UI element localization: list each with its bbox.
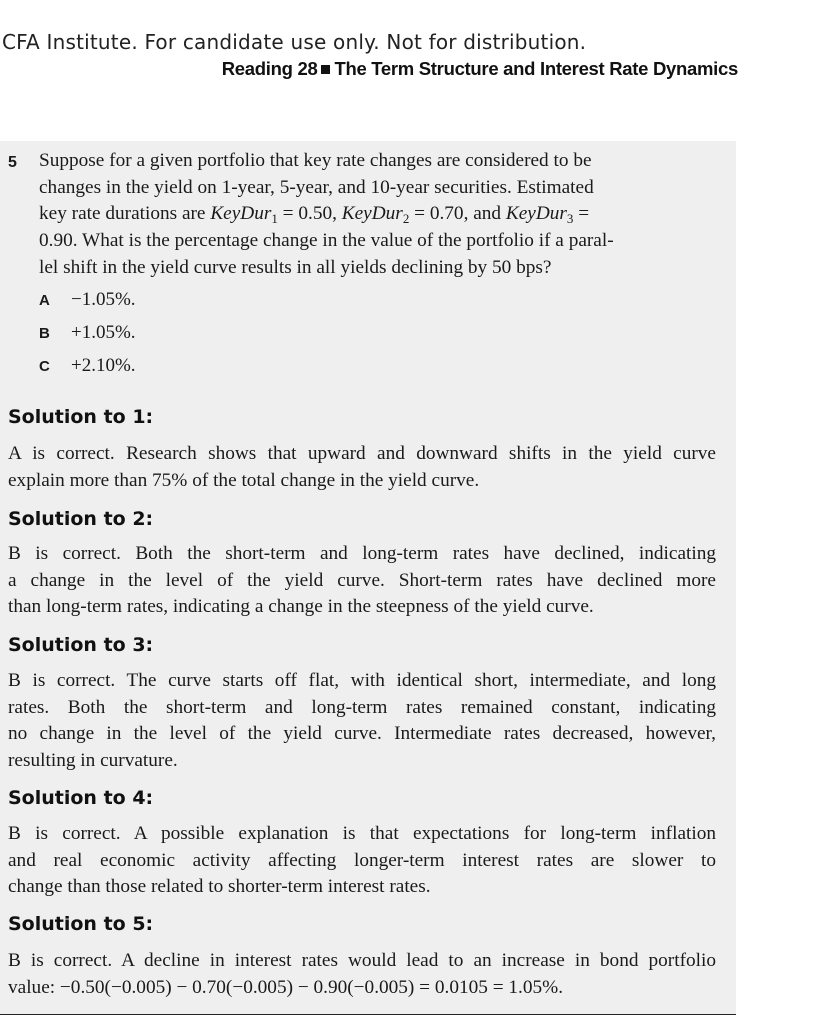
question-line: 0.90. What is the percentage change in the value of the portfolio if a paral- bbox=[39, 230, 614, 252]
question-line-durations bbox=[39, 201, 715, 228]
solution-line: resulting in curvature. bbox=[8, 750, 178, 772]
solution-line: B is correct. Both the short-term and long-term rates have declined, indicating bbox=[8, 543, 716, 564]
solution-line: no change in the level of the yield curve. Intermediate rates decreased, however, bbox=[8, 723, 716, 745]
reading-title: The Term Structure and Interest Rate Dynamics bbox=[334, 58, 738, 79]
keydur-3-value: = bbox=[573, 203, 590, 225]
subscript-2: 2 bbox=[402, 211, 410, 227]
subscript-3: 3 bbox=[566, 211, 574, 227]
subscript-1: 1 bbox=[271, 211, 278, 227]
solution-2-body bbox=[8, 541, 716, 621]
question-line: changes in the yield on 1-year, 5-year, and 10-year securities. Estimated bbox=[39, 176, 594, 198]
reading-number: Reading 28 bbox=[221, 58, 318, 79]
square-separator-icon bbox=[321, 65, 330, 74]
solution-line: B is correct. A decline in interest rates would lead to an increase in bond portfolio bbox=[8, 950, 716, 971]
option-letter: B bbox=[39, 325, 50, 342]
solution-4-body bbox=[8, 821, 716, 901]
solution-line: change than those related to shorter-term interest rates. bbox=[8, 876, 431, 898]
option-text: +2.10%. bbox=[71, 355, 136, 376]
solution-1-body bbox=[8, 441, 716, 494]
solution-line: and real economic activity affecting longer-term interest rates are slower to bbox=[8, 849, 716, 871]
solution-3-body bbox=[8, 668, 716, 775]
keydur-3: KeyDur bbox=[505, 203, 567, 225]
solution-4-heading: Solution to 4: bbox=[8, 787, 154, 809]
running-head bbox=[222, 58, 738, 80]
keydur-2: KeyDur bbox=[341, 203, 403, 225]
solution-line: than long-term rates, indicating a change in the steepness of the yield curve. bbox=[8, 596, 594, 618]
solution-3-heading: Solution to 3: bbox=[8, 634, 154, 656]
solution-2-heading: Solution to 2: bbox=[8, 508, 154, 530]
question-text bbox=[39, 148, 715, 282]
solution-5-body bbox=[8, 948, 716, 1001]
solution-line: A is correct. Research shows that upward and downward shifts in the yield curve bbox=[8, 443, 716, 464]
question-line: Suppose for a given portfolio that key rate changes are considered to be bbox=[39, 150, 592, 171]
watermark: CFA Institute. For candidate use only. Not for distribution. bbox=[2, 30, 587, 54]
durations-prefix: key rate durations are bbox=[39, 203, 211, 225]
option-text: −1.05%. bbox=[71, 289, 136, 310]
solution-line: explain more than 75% of the total change in the yield curve. bbox=[8, 469, 480, 491]
question-number: 5 bbox=[8, 154, 17, 171]
option-letter: A bbox=[39, 292, 50, 309]
option-letter: C bbox=[39, 358, 50, 375]
question-line: lel shift in the yield curve results in all yields declining by 50 bps? bbox=[39, 256, 552, 278]
option-a bbox=[39, 289, 136, 315]
option-b bbox=[39, 322, 136, 348]
solution-line: rates. Both the short-term and long-term rates remained constant, indicating bbox=[8, 696, 716, 718]
keydur-1-value: = 0.50, bbox=[277, 203, 342, 225]
solution-line: a change in the level of the yield curve. Short-term rates have declined more bbox=[8, 569, 716, 591]
solution-5-heading: Solution to 5: bbox=[8, 913, 154, 935]
solution-line: value: −0.50(−0.005) − 0.70(−0.005) − 0.90(−0.005) = 0.0105 = 1.05%. bbox=[8, 976, 564, 998]
solution-1-heading: Solution to 1: bbox=[8, 406, 154, 428]
keydur-1: KeyDur bbox=[210, 203, 272, 225]
solution-line: B is correct. The curve starts off flat, with identical short, intermediate, and long bbox=[8, 670, 716, 691]
solution-line: B is correct. A possible explanation is that expectations for long-term inflation bbox=[8, 823, 716, 844]
option-c bbox=[39, 355, 136, 381]
keydur-2-value: = 0.70, and bbox=[409, 203, 506, 225]
option-text: +1.05%. bbox=[71, 322, 136, 343]
